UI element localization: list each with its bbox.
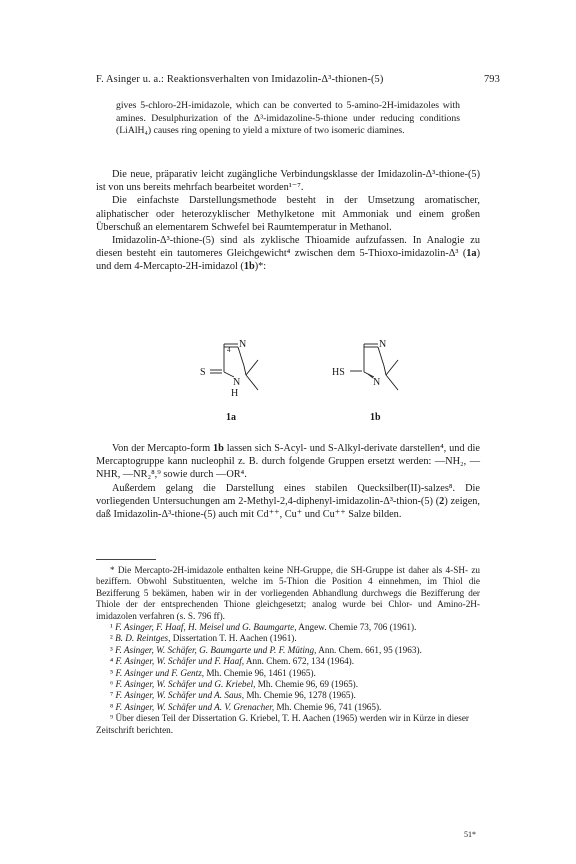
structure-drawing <box>96 338 480 430</box>
atom-hs-1b: HS <box>332 367 345 378</box>
atom-n-top-1a: N <box>239 339 247 350</box>
body-lower <box>96 442 480 521</box>
compound-ref-1b-2: 1b <box>213 443 224 454</box>
paragraph-1: Die neue, präparativ leicht zugängliche Verbindungsklasse der Imidazolin-Δ³-thione-(5) ist von uns bereits mehrfach bearbeitet worden¹⁻⁷. <box>96 169 480 194</box>
reference-authors: F. Asinger, W. Schäfer und F. Haaf, <box>115 656 245 667</box>
atom-number-4: 4 <box>227 346 231 354</box>
paragraph-5 <box>96 482 480 522</box>
reference-authors: F. Asinger, W. Schäfer und G. Kriebel, <box>115 679 256 690</box>
reference-source: Angew. Chemie 73, 706 (1961). <box>296 622 417 633</box>
page-number: 793 <box>483 74 500 85</box>
reference-source: Ann. Chem. 672, 134 (1964). <box>244 656 355 667</box>
reference-item <box>96 690 480 701</box>
atom-n-bottom-1a: N <box>233 377 241 388</box>
reference-item <box>96 656 480 667</box>
paragraph-4 <box>96 442 480 482</box>
reference-source: Mh. Chemie 96, 741 (1965). <box>274 701 382 712</box>
reference-source: Dissertation T. H. Aachen (1961). <box>170 633 297 644</box>
p3-text-a: Imidazolin-Δ³-thione-(5) sind als zyklische Thioamide aufzufassen. In Analogie zu diesen besteht ein tautomeres Gleichgewicht⁴ zwischen dem 5-Thioxo-imidazolin-Δ³ ( <box>96 235 480 260</box>
reference-number: ⁵ <box>110 667 116 678</box>
p4-text-c: lassen sich S-Acyl- und S-Alkyl-derivate darstellen⁴, und die Mercaptogruppe kann nucleophil z. B. durch folgende Gruppen ersetzt werden: —NH₂, —NHR, —NR₂⁸,⁹ sowie durch —OR⁴. <box>96 443 480 481</box>
atom-s-1a: S <box>200 367 206 378</box>
reference-item <box>96 713 480 736</box>
reference-number: ² <box>110 633 116 644</box>
compound-label-1b: 1b <box>370 412 381 423</box>
paragraph-2: Die einfachste Darstellungsmethode besteht in der Umsetzung aromatischer, aliphatischer oder heterozyklischer Methylketone mit Ammoniak und einem großen Überschuß an elementarem Schwefel bei Raumtemperatur in Methanol. <box>96 195 480 233</box>
paragraph-3 <box>96 234 480 274</box>
reference-authors: B. D. Reintges, <box>115 633 171 644</box>
p5-text-c: ) zeigen, daß Imidazolin-Δ³-thione-(5) auch mit Cd⁺⁺, Cu⁺ und Cu⁺⁺ Salze bilden. <box>96 495 480 521</box>
reference-authors: F. Asinger, W. Schäfer und A. V. Grenacher, <box>115 701 275 712</box>
p4-text-a: Von der Mercapto-form <box>112 443 214 454</box>
reference-item <box>96 668 480 679</box>
reference-source: Mh. Chemie 96, 1278 (1965). <box>244 690 356 701</box>
english-abstract: gives 5-chloro-2H-imidazole, which can be converted to 5-amino-2H-imidazoles with amines. Desulphurization of the Δ³-imidazoline-5-thione under reducing conditions (LiAlH₄) causes ring opening to yield a mixture of two isomeric diamines. <box>116 100 460 137</box>
atom-n-bottom-1b: N <box>373 377 381 388</box>
footnotes <box>96 565 480 736</box>
compound-ref-2: 2 <box>439 495 445 507</box>
footnote-star: * Die Mercapto-2H-imidazole enthalten keine NH-Gruppe, die SH-Gruppe ist daher als 4-SH- zu beziffern. Obwohl Substituenten, welche im 5-Thion die Position 4 einnehmen, im Thiol die Bezifferung 5 bekämen, haben wir in der vorliegenden Abhandlung durchwegs die Bezifferung der Thiole der der entsprechenden Thione gleichgesetzt; analog wurde bei Chlor- und Amino-2H-imidazolen verfahren (s. S. 796 ff). <box>96 565 480 621</box>
footnote-divider <box>96 559 156 560</box>
reference-item <box>96 702 480 713</box>
reference-item <box>96 679 480 690</box>
reference-number: ⁸ <box>110 701 116 712</box>
reference-number: ³ <box>110 644 116 655</box>
tautomer-figure <box>96 338 480 430</box>
reference-authors: F. Asinger und F. Gentz, <box>115 667 205 678</box>
reference-number: ¹ <box>110 622 116 633</box>
reference-authors: F. Asinger, W. Schäfer, G. Baumgarte und P. F. Müting, <box>115 644 317 655</box>
running-title: F. Asinger u. a.: Reaktionsverhalten von Imidazolin-Δ³-thionen-(5) <box>96 74 384 85</box>
body-upper <box>96 168 480 274</box>
atom-h-1a: H <box>231 388 239 399</box>
signature-mark: 51* <box>464 830 476 839</box>
reference-number: ⁴ <box>110 656 116 667</box>
reference-number: ⁶ <box>110 679 116 690</box>
reference-authors: F. Asinger, F. Haaf, H. Meisel und G. Baumgarte, <box>115 622 297 633</box>
compound-ref-1a: 1a <box>466 248 477 260</box>
atom-n-top-1b: N <box>379 339 387 350</box>
reference-source: Über diesen Teil der Dissertation G. Kriebel, T. H. Aachen (1965) werden wir in Kürze in dieser Zeitschrift berichten. <box>96 713 469 735</box>
reference-source: Mh. Chemie 96, 69 (1965). <box>255 679 359 690</box>
compound-label-1a: 1a <box>226 412 236 423</box>
p3-text-c: ) und dem 4-Mercapto-2H-imidazol ( <box>96 248 480 273</box>
p3-text-e: )*: <box>254 261 267 273</box>
reference-source: Ann. Chem. 661, 95 (1963). <box>316 644 422 655</box>
compound-ref-1b: 1b <box>243 261 255 273</box>
reference-number: ⁷ <box>110 690 116 701</box>
reference-number: ⁹ <box>110 713 116 724</box>
reference-list <box>96 622 480 736</box>
p5-text-a: Außerdem gelang die Darstellung eines stabilen Quecksilber(II)-salzes⁸. Die vorliegenden Untersuchungen am 2-Methyl-2,4-diphenyl-imidazolin-Δ³-thion-(5) ( <box>96 482 480 507</box>
reference-authors: F. Asinger, W. Schäfer und A. Saus, <box>115 690 245 701</box>
reference-item <box>96 645 480 656</box>
reference-item <box>96 633 480 644</box>
reference-item <box>96 622 480 633</box>
reference-source: Mh. Chemie 96, 1461 (1965). <box>204 667 316 678</box>
running-header <box>76 72 500 88</box>
